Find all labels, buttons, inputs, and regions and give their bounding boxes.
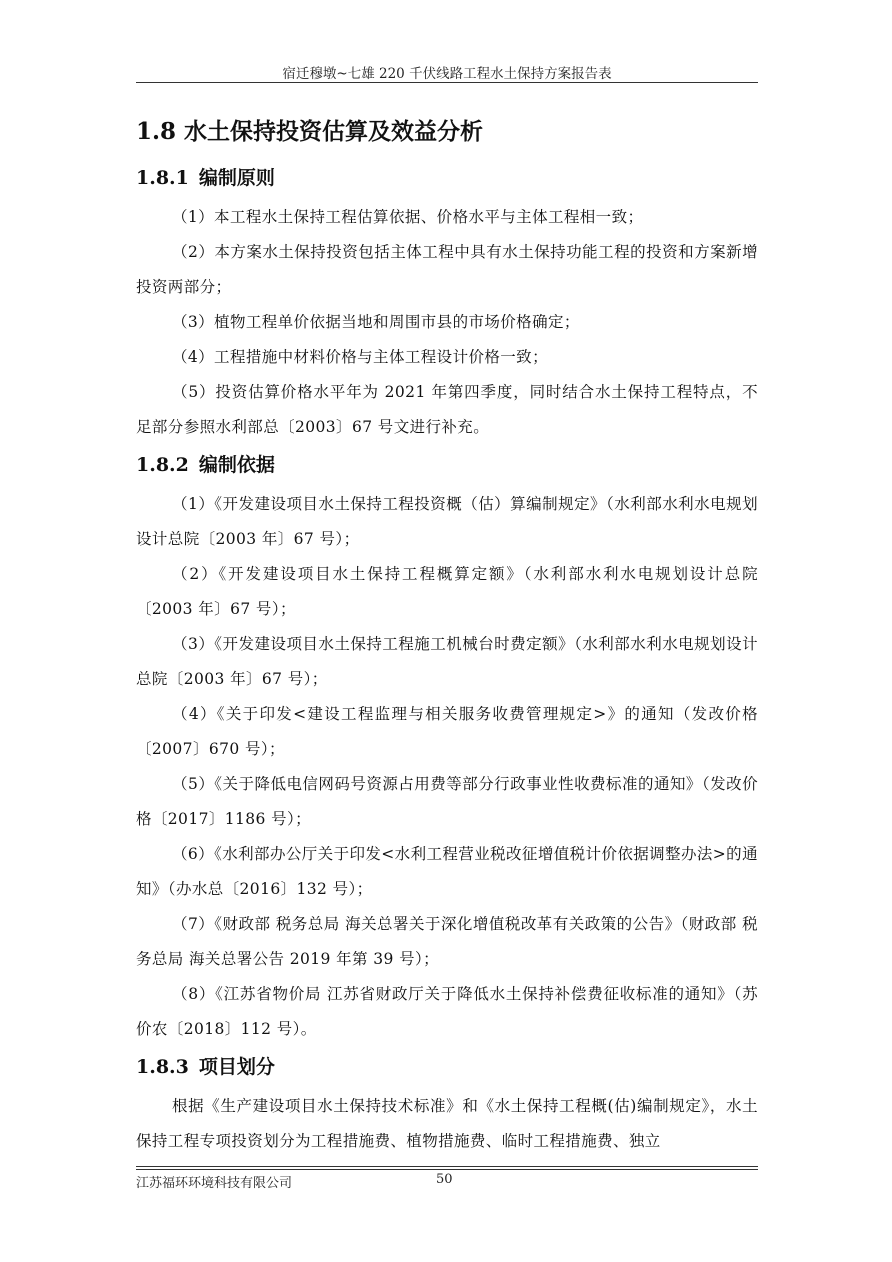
subsection-number: 1.8.2 <box>136 454 189 476</box>
subsection-title-basis <box>136 449 758 481</box>
footer-divider <box>136 1166 758 1167</box>
subsection-title-division <box>136 1051 758 1083</box>
subsection-title-text: 编制原则 <box>198 167 275 189</box>
section-number: 1.8 <box>136 118 177 145</box>
subsection-number: 1.8.1 <box>136 167 189 189</box>
paragraph: （4）工程措施中材料价格与主体工程设计价格一致； <box>172 348 548 366</box>
page-number: 50 <box>436 1172 453 1187</box>
subsection-title-text: 项目划分 <box>198 1056 275 1078</box>
page-header: 宿迁穆墩~七雄 220 千伏线路工程水土保持方案报告表 <box>282 66 612 82</box>
paragraph: （3）《开发建设项目水土保持工程施工机械台时费定额》（水利部水利水电规划设计总院〔2003 年〕67 号）； <box>136 635 758 688</box>
paragraph: 根据《生产建设项目水土保持技术标准》和《水土保持工程概(估)编制规定》，水土保持工程专项投资划分为工程措施费、植物措施费、临时工程措施费、独立 <box>136 1097 758 1150</box>
paragraph: （1）《开发建设项目水土保持工程投资概（估）算编制规定》（水利部水利水电规划设计总院〔2003 年〕67 号）； <box>136 495 758 548</box>
footer-company: 江苏福环环境科技有限公司 <box>136 1176 293 1191</box>
paragraph: （2）《开发建设项目水土保持工程概算定额》（水利部水利水电规划设计总院〔2003 年〕67 号）； <box>136 565 758 618</box>
paragraph: （6）《水利部办公厅关于印发<水利工程营业税改征增值税计价依据调整办法>的通知》（办水总〔2016〕132 号）； <box>136 845 758 898</box>
paragraph: （4）《关于印发<建设工程监理与相关服务收费管理规定>》的通知（发改价格〔2007〕670 号）； <box>136 705 758 758</box>
section-title <box>136 114 758 150</box>
footer-divider-thin <box>136 1169 758 1170</box>
header-divider <box>136 82 758 83</box>
paragraph: （1）本工程水土保持工程估算依据、价格水平与主体工程相一致； <box>172 208 644 226</box>
subsection-title-principles <box>136 162 758 194</box>
subsection-number: 1.8.3 <box>136 1056 189 1078</box>
page-content <box>136 114 758 1159</box>
subsection-title-text: 编制依据 <box>198 454 275 476</box>
paragraph: （8）《江苏省物价局 江苏省财政厅关于降低水土保持补偿费征收标准的通知》（苏价农〔2018〕112 号）。 <box>136 985 758 1038</box>
paragraph: （3）植物工程单价依据当地和周围市县的市场价格确定； <box>172 313 580 331</box>
paragraph: （5）投资估算价格水平年为 2021 年第四季度，同时结合水土保持工程特点，不足部分参照水利部总〔2003〕67 号文进行补充。 <box>136 383 758 436</box>
paragraph: （5）《关于降低电信网码号资源占用费等部分行政事业性收费标准的通知》（发改价格〔2017〕1186 号）； <box>136 775 758 828</box>
section-title-text: 水土保持投资估算及效益分析 <box>184 118 484 145</box>
paragraph: （2）本方案水土保持投资包括主体工程中具有水土保持功能工程的投资和方案新增投资两部分； <box>136 243 758 296</box>
paragraph: （7）《财政部 税务总局 海关总署关于深化增值税改革有关政策的公告》（财政部 税务总局 海关总署公告 2019 年第 39 号）； <box>136 915 758 968</box>
